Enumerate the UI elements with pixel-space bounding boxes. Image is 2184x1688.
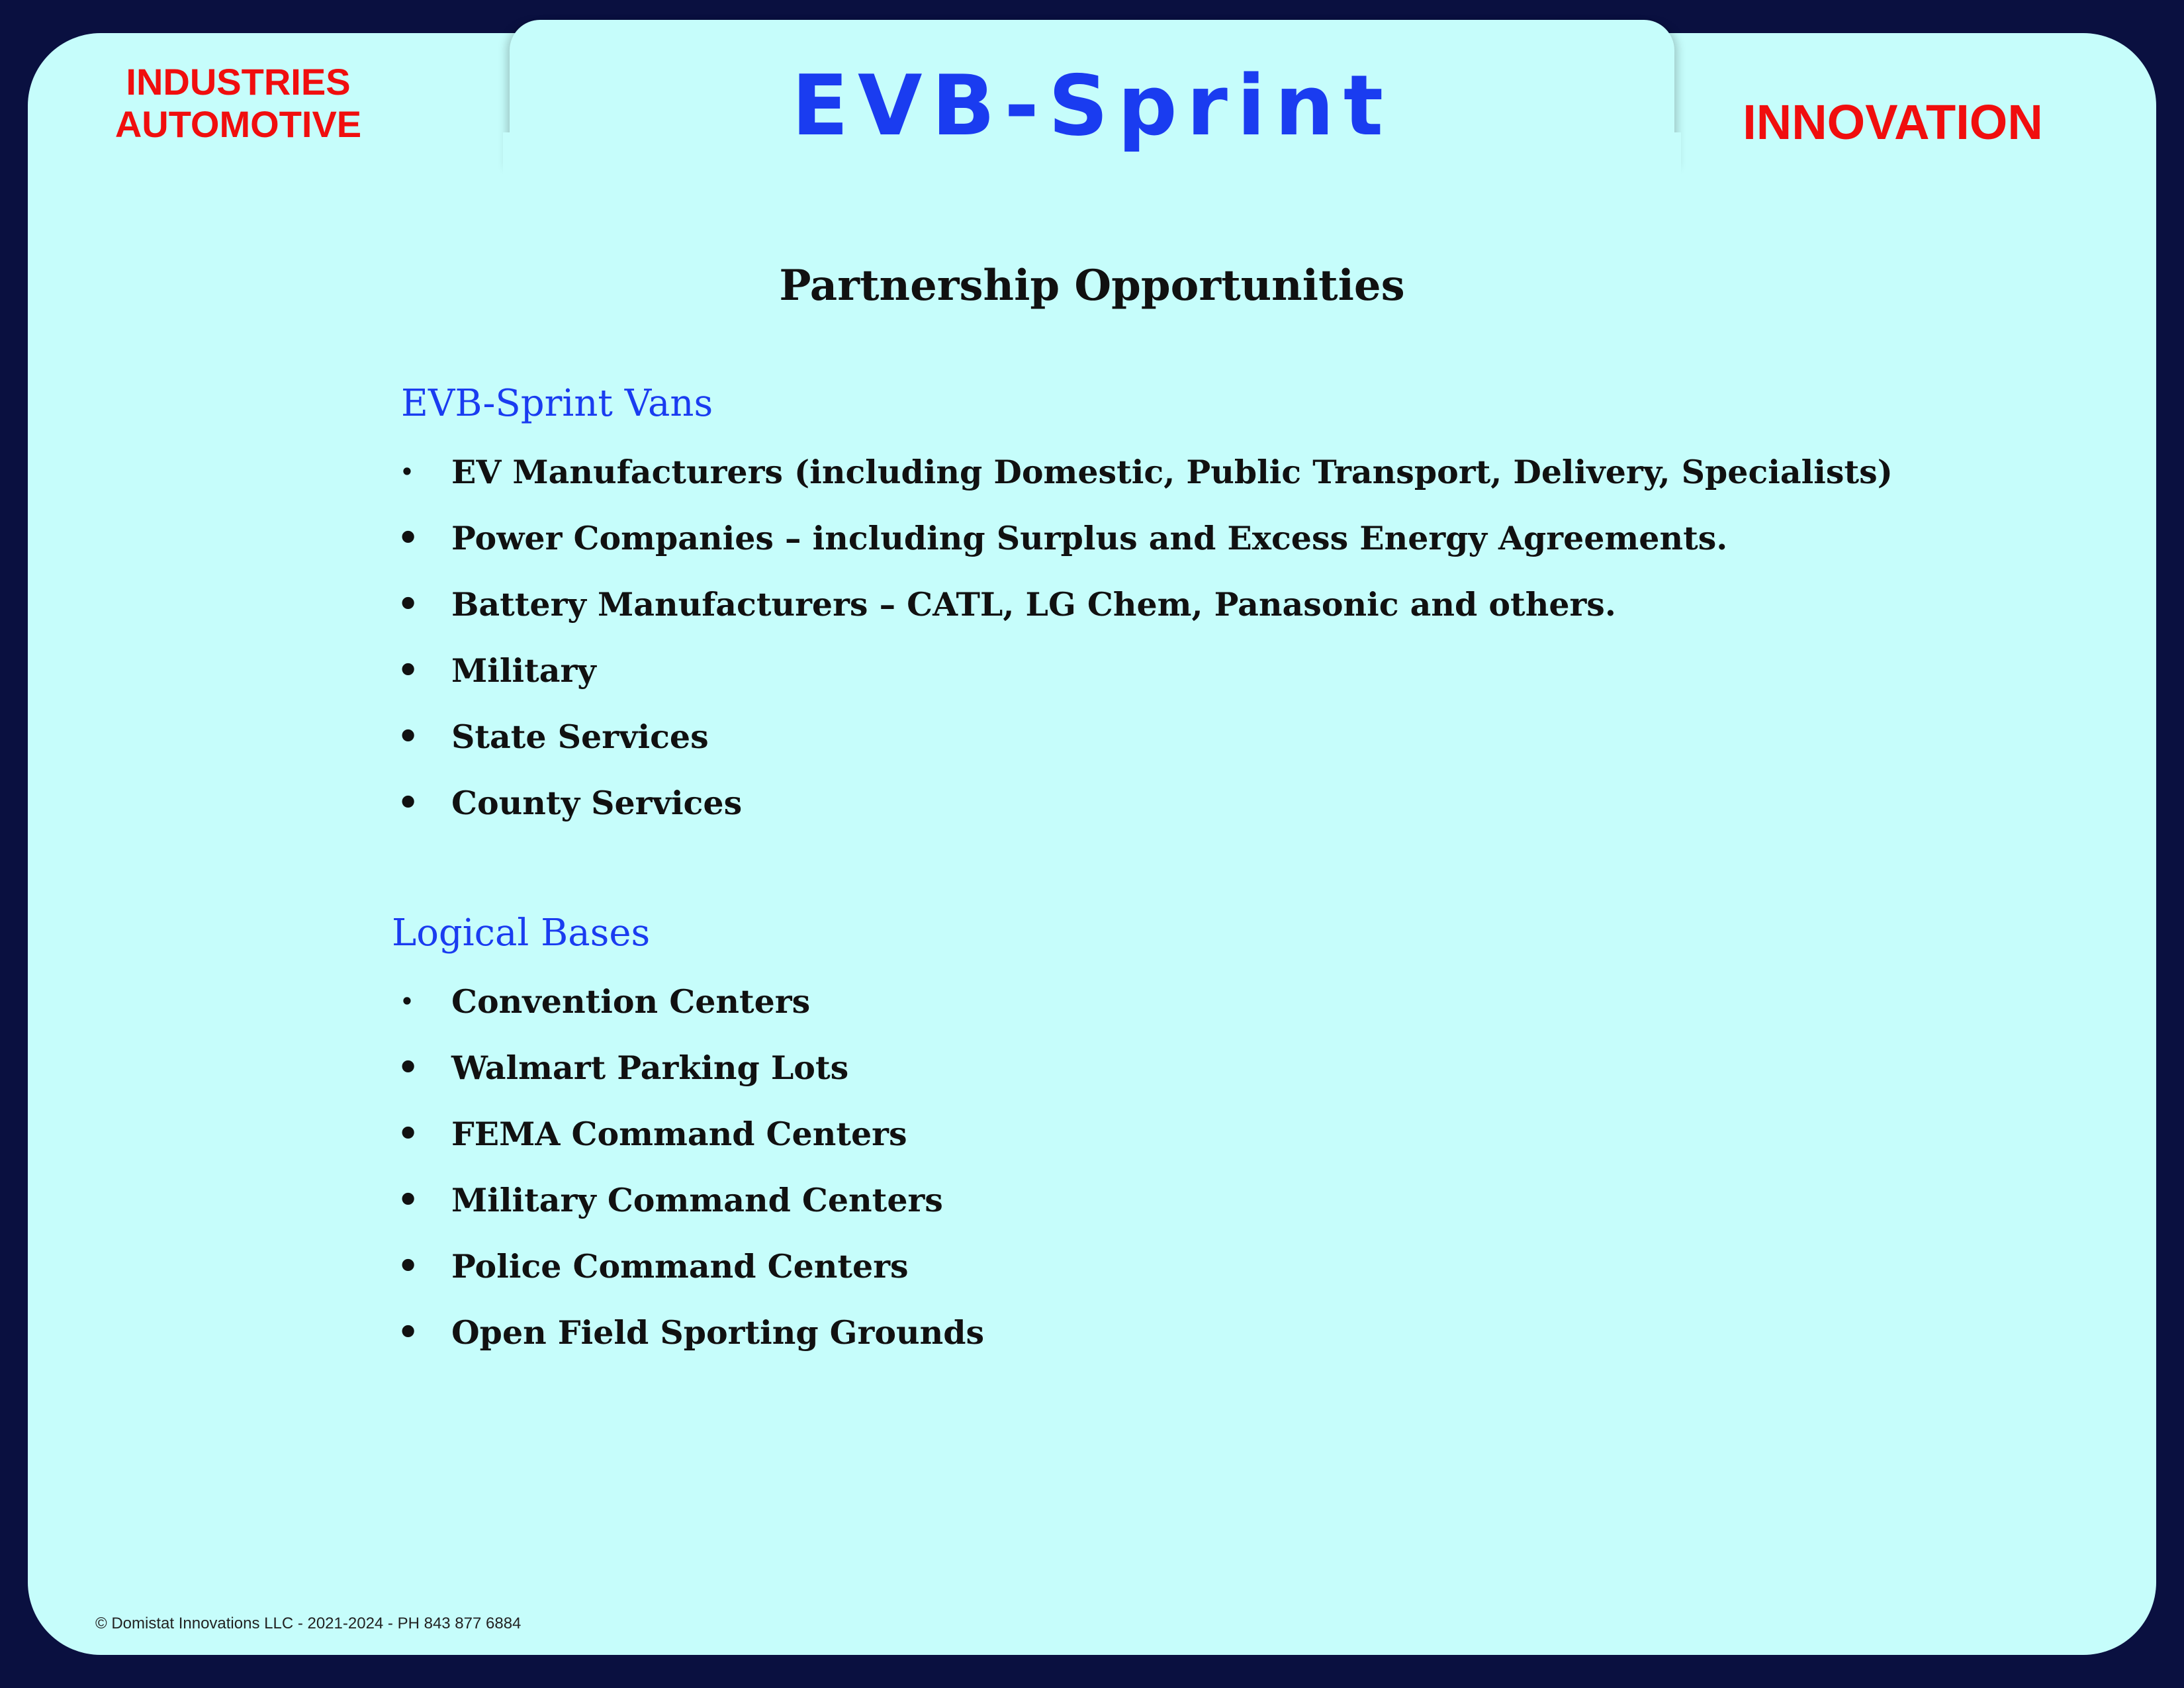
bullet-icon: • (397, 783, 420, 823)
bullet-icon: • (400, 459, 414, 485)
bullet-icon: • (397, 1246, 420, 1286)
section-heading-vans: EVB-Sprint Vans (401, 382, 713, 425)
bullet-icon: • (397, 1180, 420, 1220)
copyright-footer: © Domistat Innovations LLC - 2021-2024 - PH 843 877 6884 (95, 1615, 522, 1632)
list-item-text: County Services (451, 784, 743, 822)
page-title: Partnership Opportunities (779, 261, 1405, 310)
brand-title: EVB-Sprint (791, 57, 1393, 154)
section-heading-bases: Logical Bases (392, 912, 651, 955)
industry-label-line1: INDUSTRIES (126, 61, 351, 103)
list-item-text: Convention Centers (451, 982, 811, 1021)
bullet-icon: • (397, 1313, 420, 1352)
list-item-text: Military Command Centers (451, 1181, 943, 1219)
bullet-icon: • (397, 651, 420, 690)
bullet-icon: • (397, 717, 420, 757)
innovation-label: INNOVATION (1743, 95, 2043, 150)
list-item-text: EV Manufacturers (including Domestic, Public Transport, Delivery, Specialists) (451, 453, 1893, 491)
industry-label (40, 61, 437, 146)
list-item-text: Walmart Parking Lots (451, 1049, 849, 1087)
list-item-text: State Services (451, 718, 709, 756)
bullet-icon: • (400, 989, 414, 1014)
list-item-text: Power Companies – including Surplus and Excess Energy Agreements. (451, 519, 1728, 557)
list-item-text: Military (451, 651, 596, 690)
bullet-icon: • (397, 1048, 420, 1088)
bullet-icon: • (397, 518, 420, 558)
list-item-text: Police Command Centers (451, 1247, 909, 1286)
bullet-icon: • (397, 1114, 420, 1154)
bullet-icon: • (397, 585, 420, 624)
list-item-text: FEMA Command Centers (451, 1115, 907, 1153)
list-item-text: Open Field Sporting Grounds (451, 1313, 985, 1352)
industry-label-line2: AUTOMOTIVE (114, 103, 362, 145)
list-item-text: Battery Manufacturers – CATL, LG Chem, Panasonic and others. (451, 585, 1616, 624)
